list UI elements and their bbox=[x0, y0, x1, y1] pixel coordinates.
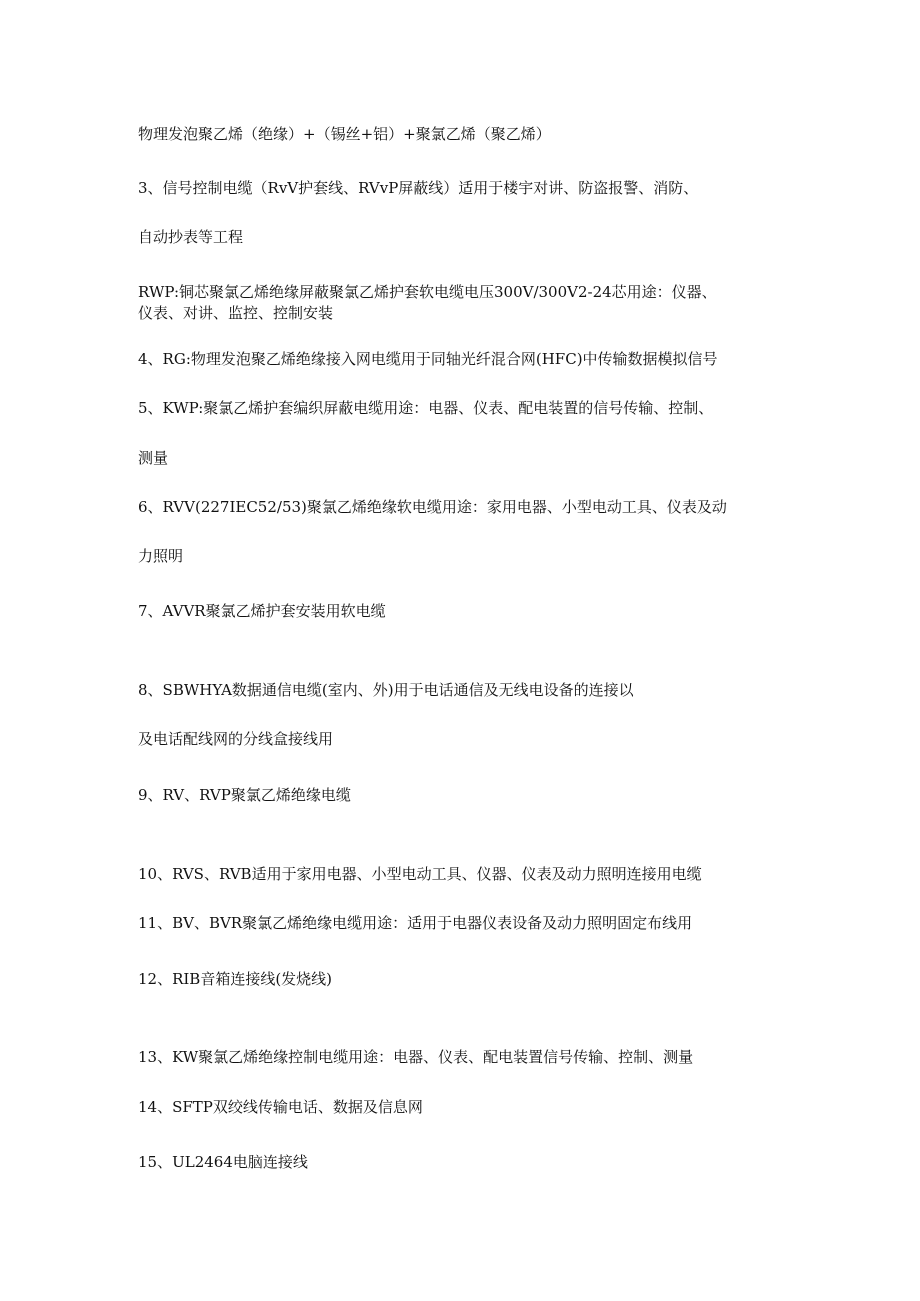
text-line: 7、AVVR聚氯乙烯护套安装用软电缆 bbox=[138, 602, 386, 620]
text-line: 13、KW聚氯乙烯绝缘控制电缆用途：电器、仪表、配电装置信号传输、控制、测量 bbox=[138, 1048, 694, 1066]
text-line: 9、RV、RVP聚氯乙烯绝缘电缆 bbox=[138, 786, 351, 804]
text-line: 15、UL2464电脑连接线 bbox=[138, 1153, 308, 1171]
text-line: 4、RG:物理发泡聚乙烯绝缘接入网电缆用于同轴光纤混合网(HFC)中传输数据模拟信号 bbox=[138, 350, 718, 368]
text-line: 8、SBWHYA数据通信电缆(室内、外)用于电话通信及无线电设备的连接以 bbox=[138, 681, 634, 699]
text-line: 力照明 bbox=[138, 547, 184, 565]
text-line: RWP:铜芯聚氯乙烯绝缘屏蔽聚氯乙烯护套软电缆电压300V/300V2-24芯用途：仪器、 bbox=[138, 283, 717, 301]
text-line: 3、信号控制电缆（RvV护套线、RVvP屏蔽线）适用于楼宇对讲、防盗报警、消防、 bbox=[138, 179, 699, 197]
text-line: 物理发泡聚乙烯（绝缘）+（锡丝+铝）+聚氯乙烯（聚乙烯） bbox=[138, 125, 551, 143]
text-line: 测量 bbox=[138, 449, 169, 467]
text-line: 及电话配线网的分线盒接线用 bbox=[138, 730, 334, 748]
text-line: 12、RIB音箱连接线(发烧线) bbox=[138, 970, 333, 988]
text-line: 10、RVS、RVB适用于家用电器、小型电动工具、仪器、仪表及动力照明连接用电缆 bbox=[138, 865, 702, 883]
text-line: 5、KWP:聚氯乙烯护套编织屏蔽电缆用途：电器、仪表、配电装置的信号传输、控制、 bbox=[138, 399, 714, 417]
text-line: 仪表、对讲、监控、控制安装 bbox=[138, 304, 334, 322]
text-line: 11、BV、BVR聚氯乙烯绝缘电缆用途：适用于电器仪表设备及动力照明固定布线用 bbox=[138, 914, 693, 932]
text-line: 自动抄表等工程 bbox=[138, 228, 244, 246]
text-line: 6、RVV(227IEC52/53)聚氯乙烯绝缘软电缆用途：家用电器、小型电动工具、仪表及动 bbox=[138, 498, 727, 516]
text-line: 14、SFTP双绞线传输电话、数据及信息网 bbox=[138, 1098, 423, 1116]
